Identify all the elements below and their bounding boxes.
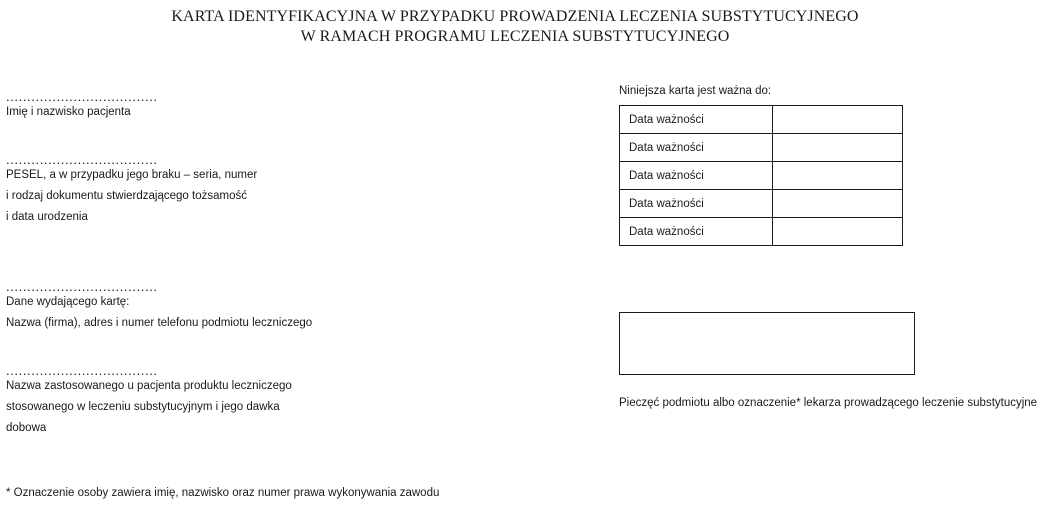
validity-row <box>620 190 903 218</box>
issuer-label: Dane wydającego kartę: <box>6 296 130 308</box>
validity-row <box>620 218 903 246</box>
footnote: * Oznaczenie osoby zawiera imię, nazwisko oraz numer prawa wykonywania zawodu <box>6 487 440 499</box>
validity-date-label: Data ważności <box>620 106 773 134</box>
patient-name-dotted-line: .................................... <box>6 89 158 104</box>
pesel-dotted-line: .................................... <box>6 152 158 167</box>
validity-date-field[interactable] <box>773 218 903 246</box>
validity-heading: Niniejsza karta jest ważna do: <box>619 85 772 97</box>
pesel-label-line-3: i data urodzenia <box>6 211 88 223</box>
validity-date-field[interactable] <box>773 162 903 190</box>
document-title <box>0 7 1030 47</box>
validity-row <box>620 134 903 162</box>
validity-date-label: Data ważności <box>620 190 773 218</box>
issuer-dotted-line: .................................... <box>6 279 158 294</box>
patient-name-label: Imię i nazwisko pacjenta <box>6 106 131 118</box>
title-line-2: W RAMACH PROGRAMU LECZENIA SUBSTYTUCYJNEGO <box>300 28 730 45</box>
title-line-1: KARTA IDENTYFIKACYJNA W PRZYPADKU PROWADZENIA LECZENIA SUBSTYTUCYJNEGO <box>171 8 859 25</box>
validity-date-label: Data ważności <box>620 134 773 162</box>
validity-date-field[interactable] <box>773 190 903 218</box>
issuer-details-label: Nazwa (firma), adres i numer telefonu podmiotu leczniczego <box>6 317 313 329</box>
validity-date-label: Data ważności <box>620 218 773 246</box>
stamp-box[interactable] <box>619 312 915 375</box>
validity-date-field[interactable] <box>773 134 903 162</box>
product-label-line-2: stosowanego w leczeniu substytucyjnym i jego dawka <box>6 401 280 413</box>
pesel-label-line-1: PESEL, a w przypadku jego braku – seria, numer <box>6 169 258 181</box>
validity-date-label: Data ważności <box>620 162 773 190</box>
product-label-line-1: Nazwa zastosowanego u pacjenta produktu leczniczego <box>6 380 292 392</box>
validity-row <box>620 106 903 134</box>
product-dotted-line: .................................... <box>6 363 158 378</box>
pesel-label-line-2: i rodzaj dokumentu stwierdzającego tożsamość <box>6 190 247 202</box>
stamp-label: Pieczęć podmiotu albo oznaczenie* lekarza prowadzącego leczenie substytucyjne <box>619 397 1038 409</box>
product-label-line-3: dobowa <box>6 422 47 434</box>
validity-row <box>620 162 903 190</box>
validity-date-field[interactable] <box>773 106 903 134</box>
validity-table <box>619 105 903 246</box>
